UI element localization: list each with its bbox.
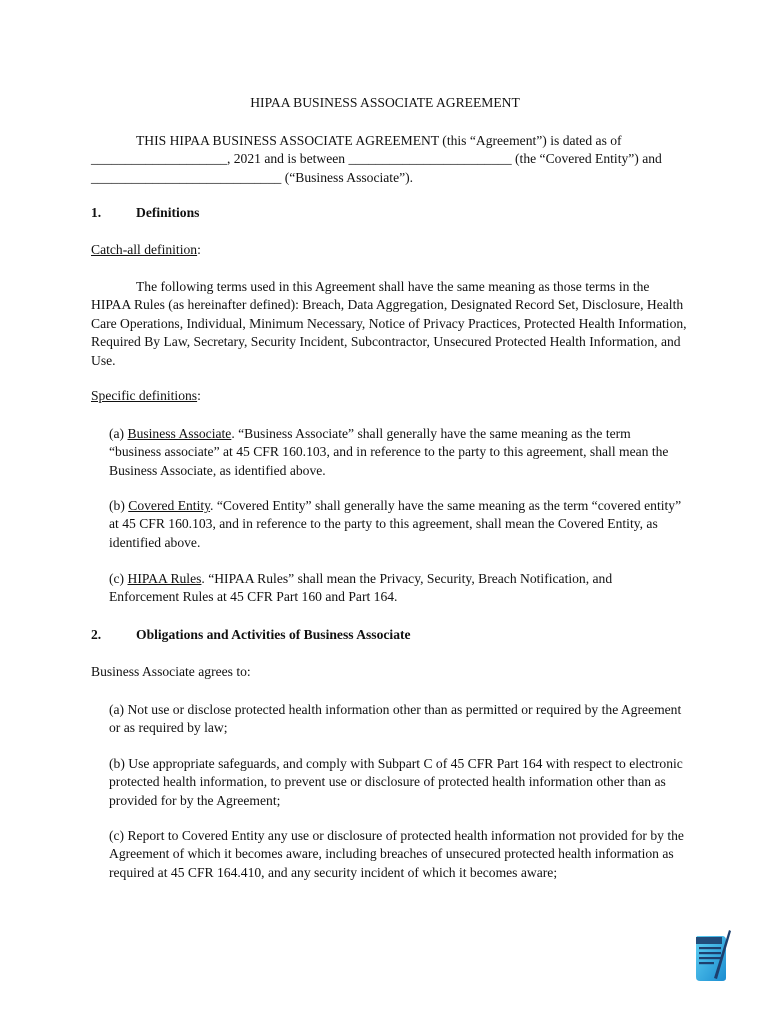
- specific-definitions-heading: Specific definitions:: [91, 388, 201, 403]
- section-2-title: Obligations and Activities of Business Associate: [136, 627, 411, 642]
- definition-covered-entity: [109, 497, 684, 552]
- catch-all-label: Catch-all definition: [91, 242, 198, 257]
- section-2-number: 2.: [91, 627, 102, 642]
- section-2-heading: [91, 626, 411, 644]
- definition-term: Business Associate: [127, 426, 232, 441]
- definition-hipaa-rules: [109, 570, 684, 607]
- section-1-heading: [91, 204, 199, 222]
- definition-prefix: (a): [109, 426, 128, 441]
- definition-text: . “HIPAA Rules” shall mean the Privacy, Security, Breach Notification, and Enforcement Rules at 45 CFR Part 160 and Part 164.: [109, 571, 613, 605]
- definition-term: Covered Entity: [128, 498, 211, 513]
- obligation-item-b: (b) Use appropriate safeguards, and comply with Subpart C of 45 CFR Part 164 with respect to electronic protected health information, to prevent use or disclosure of protected health information other than as provided for by the Agreement;: [109, 756, 683, 808]
- catch-all-paragraph: The following terms used in this Agreement shall have the same meaning as those terms in the HIPAA Rules (as hereinafter defined): Breach, Data Aggregation, Designated Record Set, Disclosure, Health Care Operations, Individual, Minimum Necessary, Notice of Privacy Practices, Protected Health Information, Required By Law, Secretary, Security Incident, Subcontractor, Unsecured Protected Health Information, and Use.: [91, 279, 687, 368]
- obligation-item-a: (a) Not use or disclose protected health information other than as permitted or required by the Agreement or as required by law;: [109, 702, 682, 736]
- intro-paragraph: THIS HIPAA BUSINESS ASSOCIATE AGREEMENT (this “Agreement”) is dated as of ____________________, 2021 and is between ________________________ (the “Covered Entity”) and ____________________________ (“Business Associate”).: [91, 133, 662, 185]
- definition-prefix: (c): [109, 571, 128, 586]
- document-logo-icon: [692, 928, 732, 982]
- definition-prefix: (b): [109, 498, 129, 513]
- document-title: HIPAA BUSINESS ASSOCIATE AGREEMENT: [250, 95, 520, 110]
- section-1-title: Definitions: [136, 205, 200, 220]
- definition-term: HIPAA Rules: [127, 571, 202, 586]
- obligation-item-c: (c) Report to Covered Entity any use or disclosure of protected health information not provided for by the Agreement of which it becomes aware, including breaches of unsecured protected health information as required at 45 CFR 164.410, and any security incident of which it becomes aware;: [109, 828, 684, 880]
- definition-business-associate: [109, 425, 684, 480]
- definition-text: . “Business Associate” shall generally have the same meaning as the term “business associate” at 45 CFR 160.103, and in reference to the party to this agreement, shall mean the Business Associate, as identified above.: [109, 426, 669, 478]
- section-1-number: 1.: [91, 205, 102, 220]
- definition-text: . “Covered Entity” shall generally have the same meaning as the term “covered entity” at 45 CFR 160.103, and in reference to the party to this agreement, shall mean the Covered Entity, as identified above.: [109, 498, 682, 550]
- section-2-lead: Business Associate agrees to:: [91, 664, 251, 679]
- catch-all-heading: Catch-all definition:: [91, 242, 201, 257]
- specific-definitions-label: Specific definitions: [91, 388, 198, 403]
